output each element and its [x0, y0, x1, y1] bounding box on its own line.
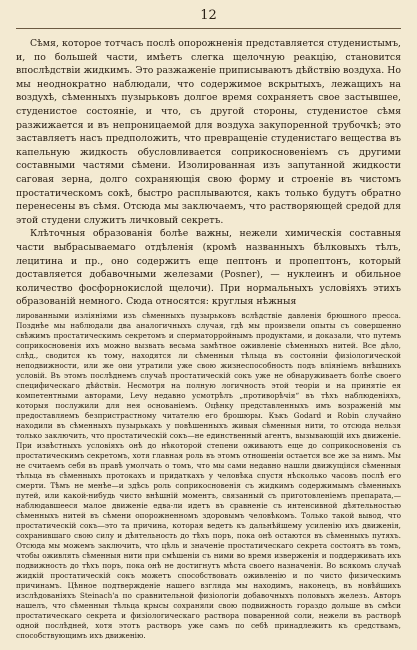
page-number: 12	[200, 8, 217, 23]
footnote-text	[16, 311, 401, 641]
paragraph-cell-formations: Клѣточныя образованія болѣе важны, нежели химическія составныя части выбрасываемаго отдѣленія (кромѣ названныхъ бѣлковыхъ тѣлъ, лецитина и пр., оно содержитъ еще пептонъ и пропептонъ, который доставляется добавочными железами (Posner), — нуклеинъ и обильное количество фосфорнокислой щелочи). При нормальныхъ условіяхъ этихъ образованій немного. Сюда относятся: круглыя нѣжныя	[16, 228, 401, 308]
paragraph-footnote: лированными изліяніями изъ сѣменныхъ пузырьковъ вслѣдствіе давленія брюшного пресса. Позднѣе мы наблюдали два аналогичныхъ случая, гдѣ мы произвели опыты съ совершенно свѣжимъ простатическимъ секретомъ и сперматорройнымъ продуктами, и доказали, что путемъ соприкосновенія ихъ можно вызвать весьма замѣтное оживленіе сѣменныхъ нитей. Все дѣло, слѣд., сводится къ тому, находятся ли сѣменныя тѣльца въ состояніи физіологической неподвижности, или же они утратили уже свою жизнеспособность подъ вліяніемъ внѣшнихъ условій. Въ этомъ послѣднемъ случаѣ простатическій сокъ уже не обнаруживаетъ болѣе своего специфическаго дѣйствія. Несмотря на полную логичность этой теоріи и на принятіе ея компетентными авторами, Levy недавно усмотрѣлъ „противорѣчія“ въ тѣхъ наблюденіяхъ, которыя послужили для нея основаніемъ. Оцѣнку представленныхъ имъ возраженій мы предоставляемъ безпристрастному читателю его брошюры. Къкъ Godard и Robin случайно находили въ сѣменныхъ пузырькахъ у повѣшенныхъ живыя сѣменныя нити, то отсюда нельзя только заключить, что простатическій сокъ—не единственный агентъ, вызывающій ихъ движеніе. При извѣстныхъ условіяхъ онѣ до нѣкоторой степени оживаютъ еще до соприкосновенія съ простатическимъ секретомъ, хотя главная роль въ этомъ отношеніи остается все же за нимъ. Мы не считаемъ себя въ правѣ умолчать о томъ, что мы сами недавно нашли движущіяся сѣменныя тѣльца въ сѣменныхъ протокахъ и придаткахъ у человѣка спустя нѣсколько часовъ послѣ его смерти. Тѣмъ не менѣе—и здѣсь роль соприкосновенія съ жидкимъ содержимымъ сѣменныхъ путей, или какой-нибудь чисто внѣшній моментъ, связанный съ приготовленіемъ препарата,—наблюдавшееся малое движеніе едва-ли идетъ въ сравненіе съ интенсивной дѣятельностью сѣменныхъ нитей въ сѣмени опорожненномъ здоровымъ человѣкомъ. Только такой вывод, что простатическій сокъ—это та причина, которая ведетъ къ дальнѣйшему усиленію ихъ движенія, сохранившаго свою силу и дѣятельность до тѣхъ поръ, пока онѣ остаются въ сѣменныхъ путяхъ. Отсюда мы можемъ заключить, что цѣль и значеніе простатическаго секрета состоятъ въ томъ, чтобы оживлять сѣменныя нити при смѣшеніи съ ними во время изверженія и поддерживать ихъ подвижность до тѣхъ поръ, пока онѣ не достигнутъ мѣста своего назначенія. Во всякомъ случаѣ жидкій простатическій сокъ можетъ способствовать оживленію и по чисто физическимъ причинамъ. Цѣнное подтвержденіе нашего взгляда мы находимъ, наконецъ, въ новѣйшихъ изслѣдованіяхъ Steinach'а по сравнительной физіологіи добавочныхъ половыхъ железъ. Авторъ нашелъ, что сѣменныя тѣльца крысы сохраняли свою подвижность гораздо дольше въ смѣси простатическаго секрета и физіологическаго раствора поваренной соли, нежели въ растворѣ одной послѣдней, хотя этотъ растворъ уже самъ по себѣ принадлежитъ къ средствамъ, способствующимъ ихъ движенію.	[16, 310, 401, 640]
header-rule	[16, 28, 401, 29]
main-text	[16, 37, 401, 309]
paragraph-semen-liquefaction: Сѣмя, которое тотчасъ послѣ опорожненія представляется студенистымъ, и, по большей части, имѣетъ слегка щелочную реакцію, становится впослѣдствіи жидкимъ. Это разжаженіе приписываютъ дѣйствію воздуха. Но мы неоднократно наблюдали, что содержимое вскрытыхъ, лежащихъ на воздухѣ, сѣменныхъ пузырьковъ долгое время сохраняетъ свое застывшее, студенистое состояніе, и что, съ другой стороны, студенистое сѣмя разжижается и въ непроницаемой для воздуха закупоренной трубочкѣ; это заставляетъ насъ предположить, что превращеніе студенистаго вещества въ капельную жидкость обусловливается соприкосновеніемъ съ другими составными частями сѣмени. Изолированная изъ запутанной жидкости саговая зерна, долго сохраняющія свою форму и строеніе въ чистомъ простатическомъ сокѣ, быстро расплываются, какъ только будутъ обратно перенесены въ сѣмя. Отсюда мы заключаемъ, что растворяющей средой для этой студени служитъ личковый секретъ.	[16, 38, 401, 226]
